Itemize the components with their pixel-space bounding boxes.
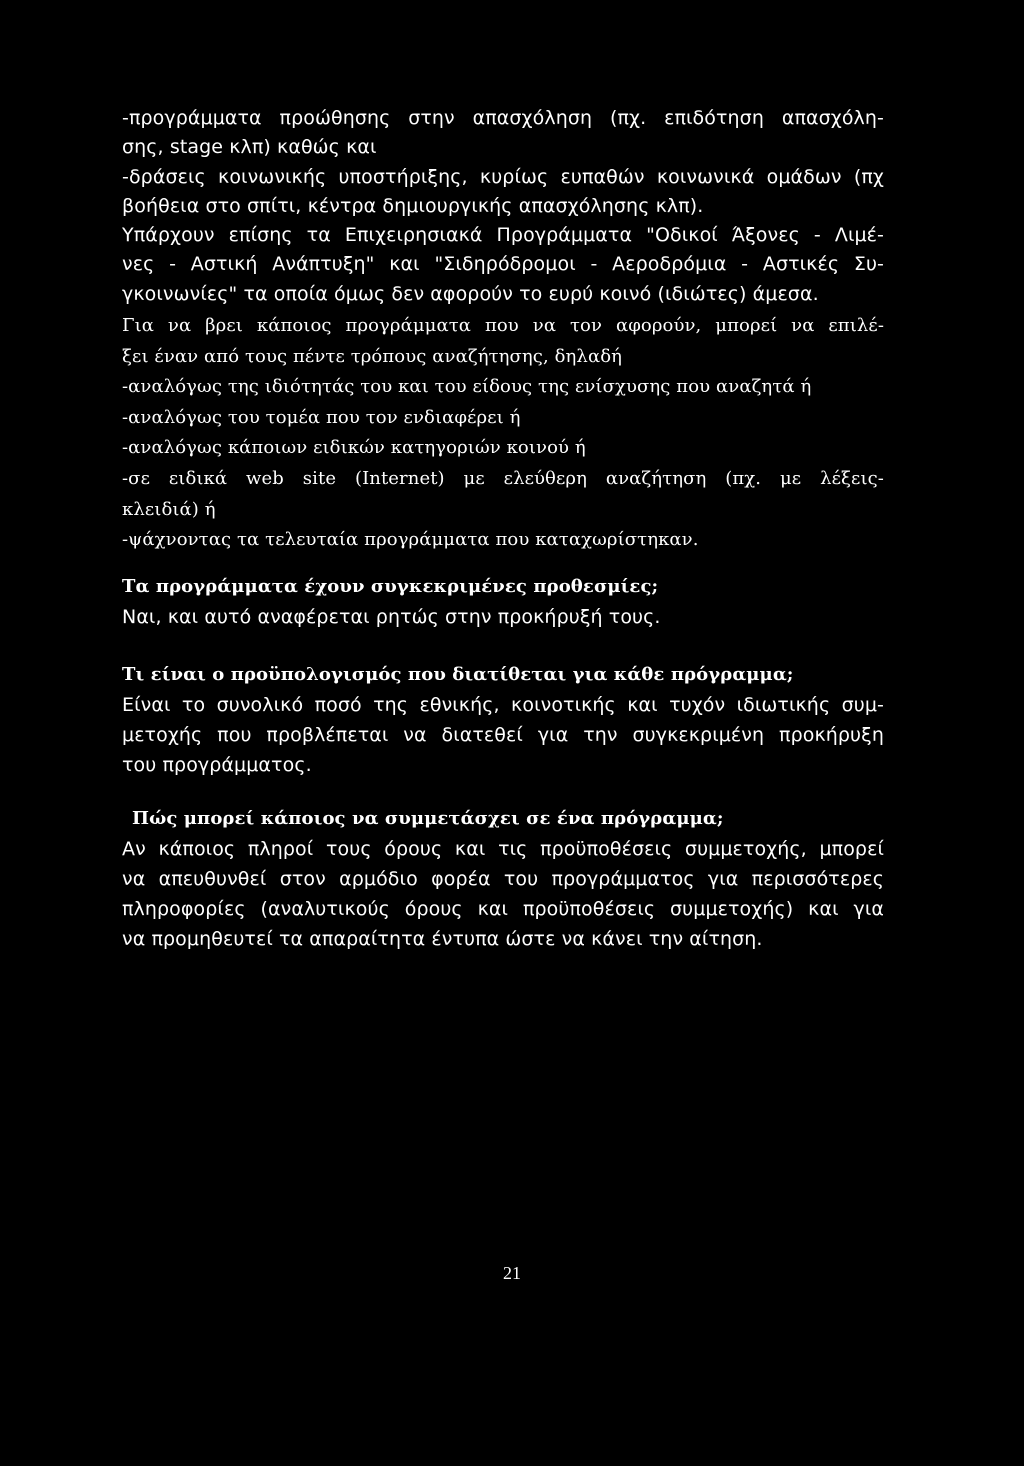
text-line: -αναλόγως της ιδιότητάς του και του είδους της ενίσχυσης που αναζητά ή [122, 376, 812, 398]
text-line: βοήθεια στο σπίτι, κέντρα δημιουργικής απασχόλησης κλπ). [122, 194, 704, 217]
search-methods-paragraph [122, 311, 884, 556]
text-line: -σε ειδικά web site (Internet) με ελεύθερη αναζήτηση (πχ. με λέξεις- [122, 467, 884, 489]
text-line: -δράσεις κοινωνικής υποστήριξης, κυρίως ευπαθών κοινωνικά ομάδων (πχ [122, 165, 884, 188]
text-line: -αναλόγως του τομέα που τον ενδιαφέρει ή [122, 406, 521, 428]
faq-answer-line: Ναι, και αυτό αναφέρεται ρητώς στην προκήρυξή τους. [122, 606, 661, 628]
faq-answer-line: του προγράμματος. [122, 754, 312, 776]
faq-answer-line: Αν κάποιος πληροί τους όρους και τις προϋποθέσεις συμμετοχής, μπορεί [122, 838, 884, 860]
faq-answer-line: να προμηθευτεί τα απαραίτητα έντυπα ώστε να κάνει την αίτηση. [122, 928, 763, 950]
text-line: -ψάχνοντας τα τελευταία προγράμματα που καταχωρίστηκαν. [122, 529, 699, 551]
text-line: -αναλόγως κάποιων ειδικών κατηγοριών κοινού ή [122, 437, 586, 459]
faq-answer-line: Είναι το συνολικό ποσό της εθνικής, κοινοτικής και τυχόν ιδιωτικής συμ- [122, 694, 884, 716]
intro-paragraph [122, 104, 884, 309]
text-line: Υπάρχουν επίσης τα Επιχειρησιακά Προγράμματα "Οδικοί Άξονες - Λιμέ- [122, 224, 884, 247]
faq-question: Τι είναι ο προϋπολογισμός που διατίθεται για κάθε πρόγραμμα; [122, 664, 794, 685]
page-number: 21 [503, 1263, 521, 1283]
faq-answer-line: να απευθυνθεί στον αρμόδιο φορέα του προγράμματος για περισσότερες [122, 868, 884, 890]
faq-participation [122, 804, 884, 954]
text-line: -προγράμματα προώθησης στην απασχόληση (πχ. επιδότηση απασχόλη- [122, 107, 884, 129]
text-line: ξει έναν από τους πέντε τρόπους αναζήτησης, δηλαδή [122, 345, 623, 367]
text-line: νες - Αστική Ανάπτυξη" και "Σιδηρόδρομοι - Αεροδρόμια - Αστικές Συ- [122, 253, 884, 276]
faq-answer-line: πληροφορίες (αναλυτικούς όρους και προϋποθέσεις συμμετοχής) και για [122, 898, 884, 920]
text-line: κλειδιά) ή [122, 498, 216, 520]
text-line: Για να βρει κάποιος προγράμματα που να τον αφορούν, μπορεί να επιλέ- [122, 315, 884, 336]
faq-question: Πώς μπορεί κάποιος να συμμετάσχει σε ένα πρόγραμμα; [132, 808, 724, 829]
text-line: γκοινωνίες" τα οποία όμως δεν αφορούν το ευρύ κοινό (ιδιώτες) άμεσα. [122, 282, 819, 305]
faq-question: Τα προγράμματα έχουν συγκεκριμένες προθεσμίες; [122, 576, 659, 597]
text-line: σης, stage κλπ) καθώς και [122, 136, 377, 159]
faq-answer-line: μετοχής που προβλέπεται να διατεθεί για την συγκεκριμένη προκήρυξη [122, 724, 884, 746]
faq-budget [122, 660, 884, 780]
faq-deadlines [122, 572, 884, 632]
